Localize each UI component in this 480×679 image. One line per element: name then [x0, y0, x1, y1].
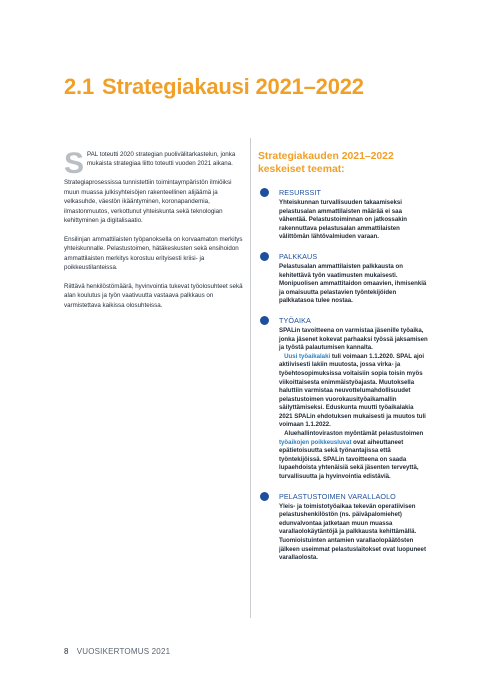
theme-text: SPALin tavoitteena on varmistaa jäsenille työaika, jonka jäsenet kokevat parhaaksi työssä jaksamisen ja työstä palautumisen kannalta.	[279, 326, 428, 352]
themes-title-line-2: keskeiset teemat:	[258, 164, 345, 175]
themes-title	[258, 150, 428, 176]
theme-standby	[258, 492, 428, 563]
intro-paragraph-4: Riittävä henkilöstömäärä, hyvinvointia tukevat työolosuhteet sekä alan koulutus ja työn vaativuutta vastaava palkkaus on varmistettava kaikissa olosuhteissa.	[64, 282, 243, 309]
column-divider	[250, 138, 251, 618]
publication-name: VUOSIKERTOMUS 2021	[76, 647, 171, 656]
themes-title-line-1: Strategiakauden 2021–2022	[258, 151, 394, 162]
theme-text: Pelastusalan ammattilaisten palkkausta on kehitettävä työn vaatimusten mukaisesti. Monipuolisen ammattitaidon omaavien, ihmisenkiä ja omaisuutta pelastavien työntekijöiden palkkatasoa tulee nostaa.	[279, 262, 427, 305]
theme-resources	[258, 188, 428, 242]
bullet-dot-icon	[260, 188, 269, 197]
intro-column	[64, 147, 248, 320]
exemption-permits-link[interactable]: työaikojen poikkeusluvat	[279, 438, 352, 446]
section-number: 2.1	[64, 74, 94, 99]
theme-working-time	[258, 316, 428, 482]
theme-text: Uusi työaikalaki tuli voimaan 1.1.2020. SPAL ajoi aktiivisesti lakiin muutosta, jossa virka- ja työehtosopimuksissa voitaisiin sopia toisin myös viikoittaisesta enimmäistyöajasta. Muutoksella haluttiin varmistaa neuvottelumahdollisuudet pelastustoimen vuorokausityöaikamallin säilyttämiseksi. Eduskunta muutti työaikalakia 2021 SPALin ehdotuksen mukaisesti ja muutos tuli voimaan 1.1.2022.	[279, 352, 426, 429]
theme-pay	[258, 252, 428, 306]
bullet-dot-icon	[260, 316, 269, 325]
page-number: 8	[64, 647, 69, 656]
dropcap: S	[64, 147, 85, 180]
theme-body	[279, 327, 428, 482]
bullet-dot-icon	[260, 252, 269, 261]
intro-paragraph-2: Strategiaprosessissa tunnistettiin toimintaympäristön ilmiöiksi muun muassa julkisyhteisöjen rakenteellinen alijäämä ja velkasuhde, väestön ikääntyminen, koronapandemia, ilmastonmuutos, verkottunut yhteiskunta sekä teknologian kehittyminen ja digitalisaatio.	[64, 179, 232, 224]
theme-heading: PALKKAUS	[279, 251, 318, 261]
page-footer	[64, 647, 170, 656]
theme-body	[279, 263, 428, 306]
intro-paragraph-1	[64, 147, 248, 180]
theme-text: Yleis- ja toimistotyöaikaa tekevän operatiivisen pelastushenkilöstön (ns. päiväpalomiehet) edunvalvontaa jatketaan muun muassa varallaolokäytäntöjä ja palkkausta kehittämällä. Tuomioistuinten antamien varallaolopäätösten jälkeen useimmat pelastuslaitokset ovat luopuneet varallaolosta.	[279, 502, 426, 562]
theme-text: Aluehallintoviraston myöntämät pelastustoimen työaikojen poikkeusluvat ovat aiheuttaneet epätietoisuutta sekä työnantajissa että työntekijöissä. SPALin tavoitteena on saada lupaehdoista yhtenäisiä sekä jäsenten terveyttä, turvallisuutta ja hyvinvointia edistäviä.	[279, 430, 424, 481]
theme-heading: RESURSSIT	[279, 188, 322, 197]
bullet-dot-icon	[260, 492, 269, 501]
intro-text-1: PAL toteutti 2020 strategian puolivälitarkastelun, jonka mukaista strategiaa liitto toteutti vuoden 2021 aikana.	[87, 151, 236, 168]
themes-column	[258, 150, 428, 573]
theme-heading: TYÖAIKA	[279, 315, 311, 325]
page-title	[64, 74, 364, 100]
theme-body	[279, 199, 428, 242]
intro-paragraph-3: Ensilinjan ammattilaisten työpanoksella on korvaamaton merkitys yhteiskunnalle. Pelastustoimen, hätäkeskusten sekä ensihoidon ammattilaisten merkitys korostuu erityisesti kriisi- ja poikkeustilanteissa.	[64, 235, 243, 272]
section-title-text: Strategiakausi 2021–2022	[101, 74, 364, 99]
theme-heading: PELASTUSTOIMEN VARALLAOLO	[279, 491, 396, 501]
theme-text: Yhteiskunnan turvallisuuden takaamiseksi pelastusalan ammattilaisten määrää ei saa vähentää. Pelastustoiminnan on jatkossakin rakennuttava pelastusalan ammattilaisten välittömän lähtövalmiuden varaan.	[279, 199, 408, 241]
theme-body	[279, 503, 428, 563]
working-time-act-link[interactable]: Uusi työaikalaki	[284, 352, 331, 360]
